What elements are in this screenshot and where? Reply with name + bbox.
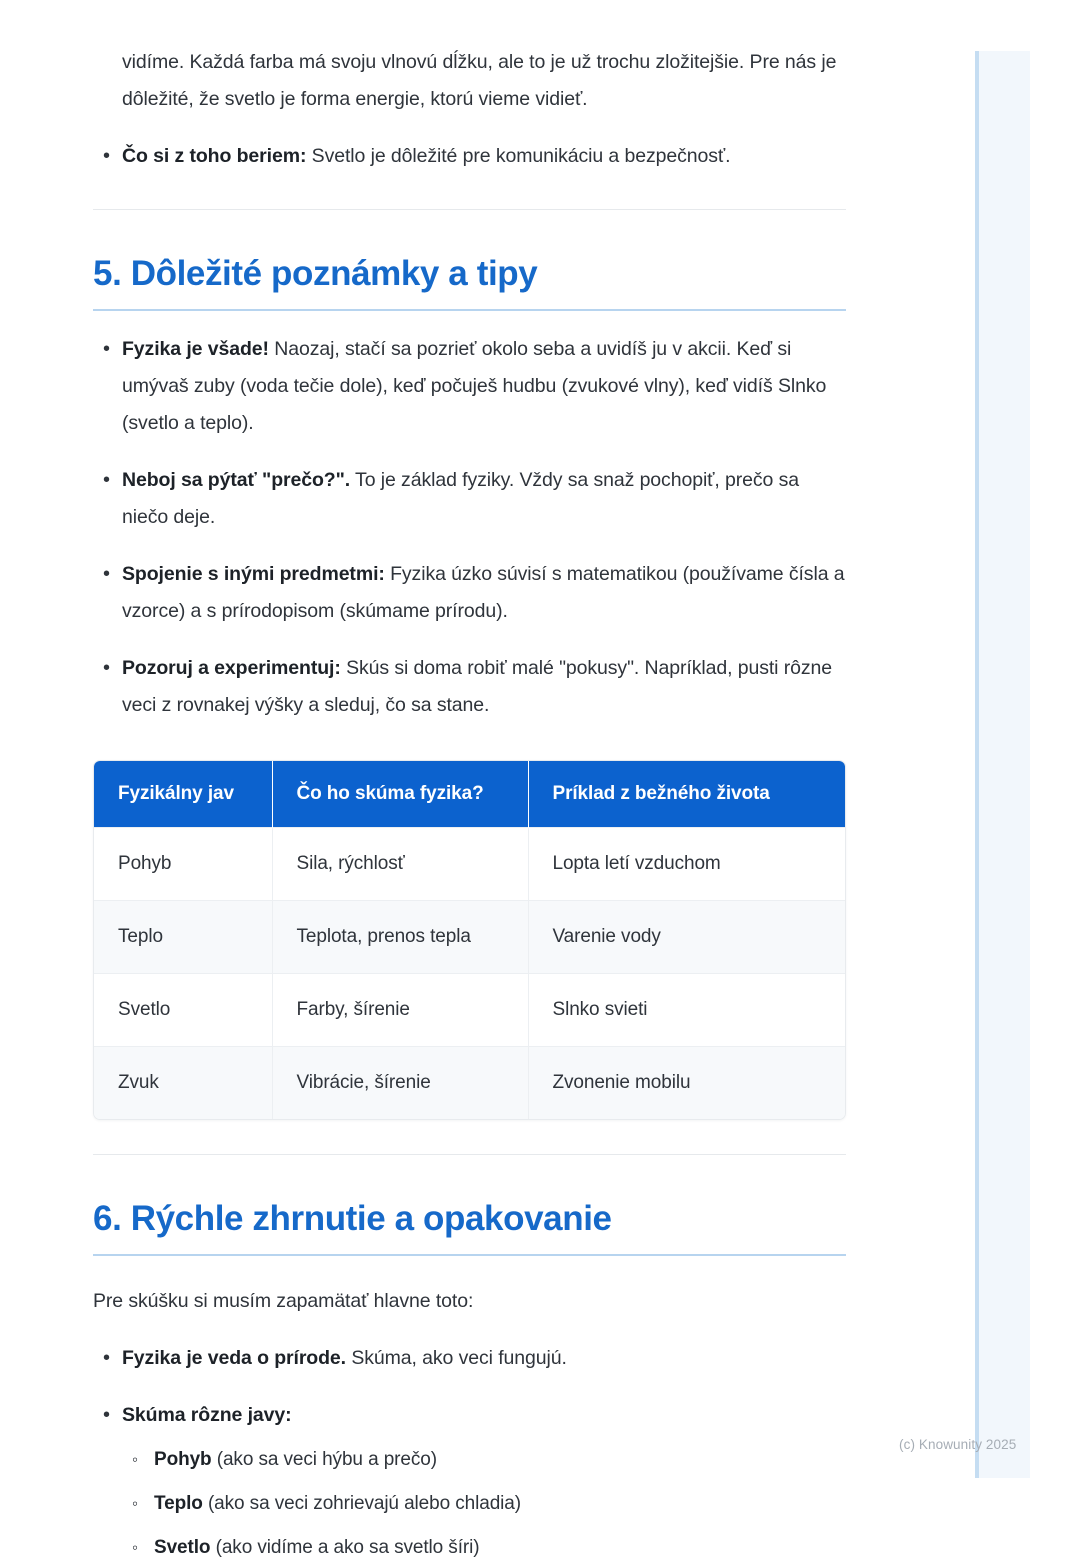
page-title-section6: 6. Rýchle zhrnutie a opakovanie (93, 1199, 612, 1238)
section-divider (93, 209, 846, 210)
section6-title-underline (93, 1254, 846, 1256)
table-cell: Farby, šírenie (272, 974, 528, 1047)
list-item (93, 650, 846, 724)
table-header-cell: Čo ho skúma fyzika? (272, 761, 528, 828)
bullet-text: Fyzika úzko súvisí s matematikou (používame čísla a vzorce) a s prírodopisom (skúmame prírodu). (122, 563, 845, 622)
page-title-section5: 5. Dôležité poznámky a tipy (93, 254, 538, 293)
table-cell: Slnko svieti (528, 974, 845, 1047)
section6-sub-bullet-list (122, 1442, 846, 1566)
table-cell: Svetlo (94, 974, 272, 1047)
bullet-text: (ako vidíme a ako sa svetlo šíri) (210, 1537, 480, 1558)
table-cell: Varenie vody (528, 901, 845, 974)
physics-phenomena-table-wrapper (93, 760, 846, 1120)
table-header-row (94, 761, 845, 828)
section6-intro-paragraph: Pre skúšku si musím zapamätať hlavne toto: (93, 1290, 474, 1312)
intro-paragraph: vidíme. Každá farba má svoju vlnovú dĺžku, ale to je už trochu zložitejšie. Pre nás je dôležité, že svetlo je forma energie, ktorú vieme vidieť. (122, 51, 837, 110)
table-cell: Teplo (94, 901, 272, 974)
table-header-cell: Fyzikálny jav (94, 761, 272, 828)
table-row (94, 1047, 845, 1120)
list-item (93, 331, 846, 442)
table-cell: Zvonenie mobilu (528, 1047, 845, 1120)
bullet-lead: Fyzika je všade! (122, 338, 269, 360)
bullet-text: To je základ fyziky. Vždy sa snaž pochopiť, prečo sa niečo deje. (122, 469, 800, 528)
bullet-lead: Spojenie s inými predmetmi: (122, 563, 385, 585)
table-header-cell: Príklad z bežného života (528, 761, 845, 828)
table-cell: Sila, rýchlosť (272, 828, 528, 901)
bullet-lead: Fyzika je veda o prírode. (122, 1347, 346, 1369)
list-item (93, 1397, 846, 1566)
table-cell: Zvuk (94, 1047, 272, 1120)
bullet-lead: Neboj sa pýtať "prečo?". (122, 469, 351, 491)
list-item (122, 1442, 846, 1478)
table-cell: Lopta letí vzduchom (528, 828, 845, 901)
page-edge-strip (975, 51, 1030, 1478)
section6-bullet-list (93, 1340, 846, 1566)
section5-bullet-list (93, 331, 846, 724)
table-cell: Pohyb (94, 828, 272, 901)
intro-bullet-list (93, 138, 846, 175)
table-row (94, 828, 845, 901)
table-row (94, 901, 845, 974)
list-item (93, 556, 846, 630)
section-divider (93, 1154, 846, 1155)
copyright-watermark: (c) Knowunity 2025 (899, 1437, 1017, 1452)
section5-title-underline (93, 309, 846, 311)
list-item (93, 1340, 846, 1377)
bullet-text: Naozaj, stačí sa pozrieť okolo seba a uvidíš ju v akcii. Keď si umývaš zuby (voda tečie dole), keď počuješ hudbu (zvukové vlny), keď vidíš Slnko (svetlo a teplo). (122, 338, 827, 434)
bullet-text: (ako sa veci zohrievajú alebo chladia) (202, 1493, 521, 1514)
table-cell: Vibrácie, šírenie (272, 1047, 528, 1120)
list-item (93, 462, 846, 536)
bullet-lead: Skúma rôzne javy: (122, 1404, 292, 1426)
bullet-text: (ako sa veci hýbu a prečo) (211, 1449, 437, 1470)
bullet-text: Svetlo je dôležité pre komunikáciu a bezpečnosť. (306, 145, 731, 167)
table-cell: Teplota, prenos tepla (272, 901, 528, 974)
bullet-lead: Teplo (154, 1493, 203, 1514)
bullet-lead: Pohyb (154, 1449, 212, 1470)
bullet-lead: Pozoruj a experimentuj: (122, 657, 341, 679)
list-item (122, 1530, 846, 1566)
bullet-text: Skús si doma robiť malé "pokusy". Napríklad, pusti rôzne veci z rovnakej výšky a sleduj, čo sa stane. (122, 657, 833, 716)
list-item (93, 138, 846, 175)
list-item (122, 1486, 846, 1522)
table-row (94, 974, 845, 1047)
physics-phenomena-table (94, 761, 845, 1119)
bullet-lead: Čo si z toho beriem: (122, 145, 307, 167)
bullet-text: Skúma, ako veci fungujú. (346, 1347, 567, 1369)
bullet-lead: Svetlo (154, 1537, 211, 1558)
